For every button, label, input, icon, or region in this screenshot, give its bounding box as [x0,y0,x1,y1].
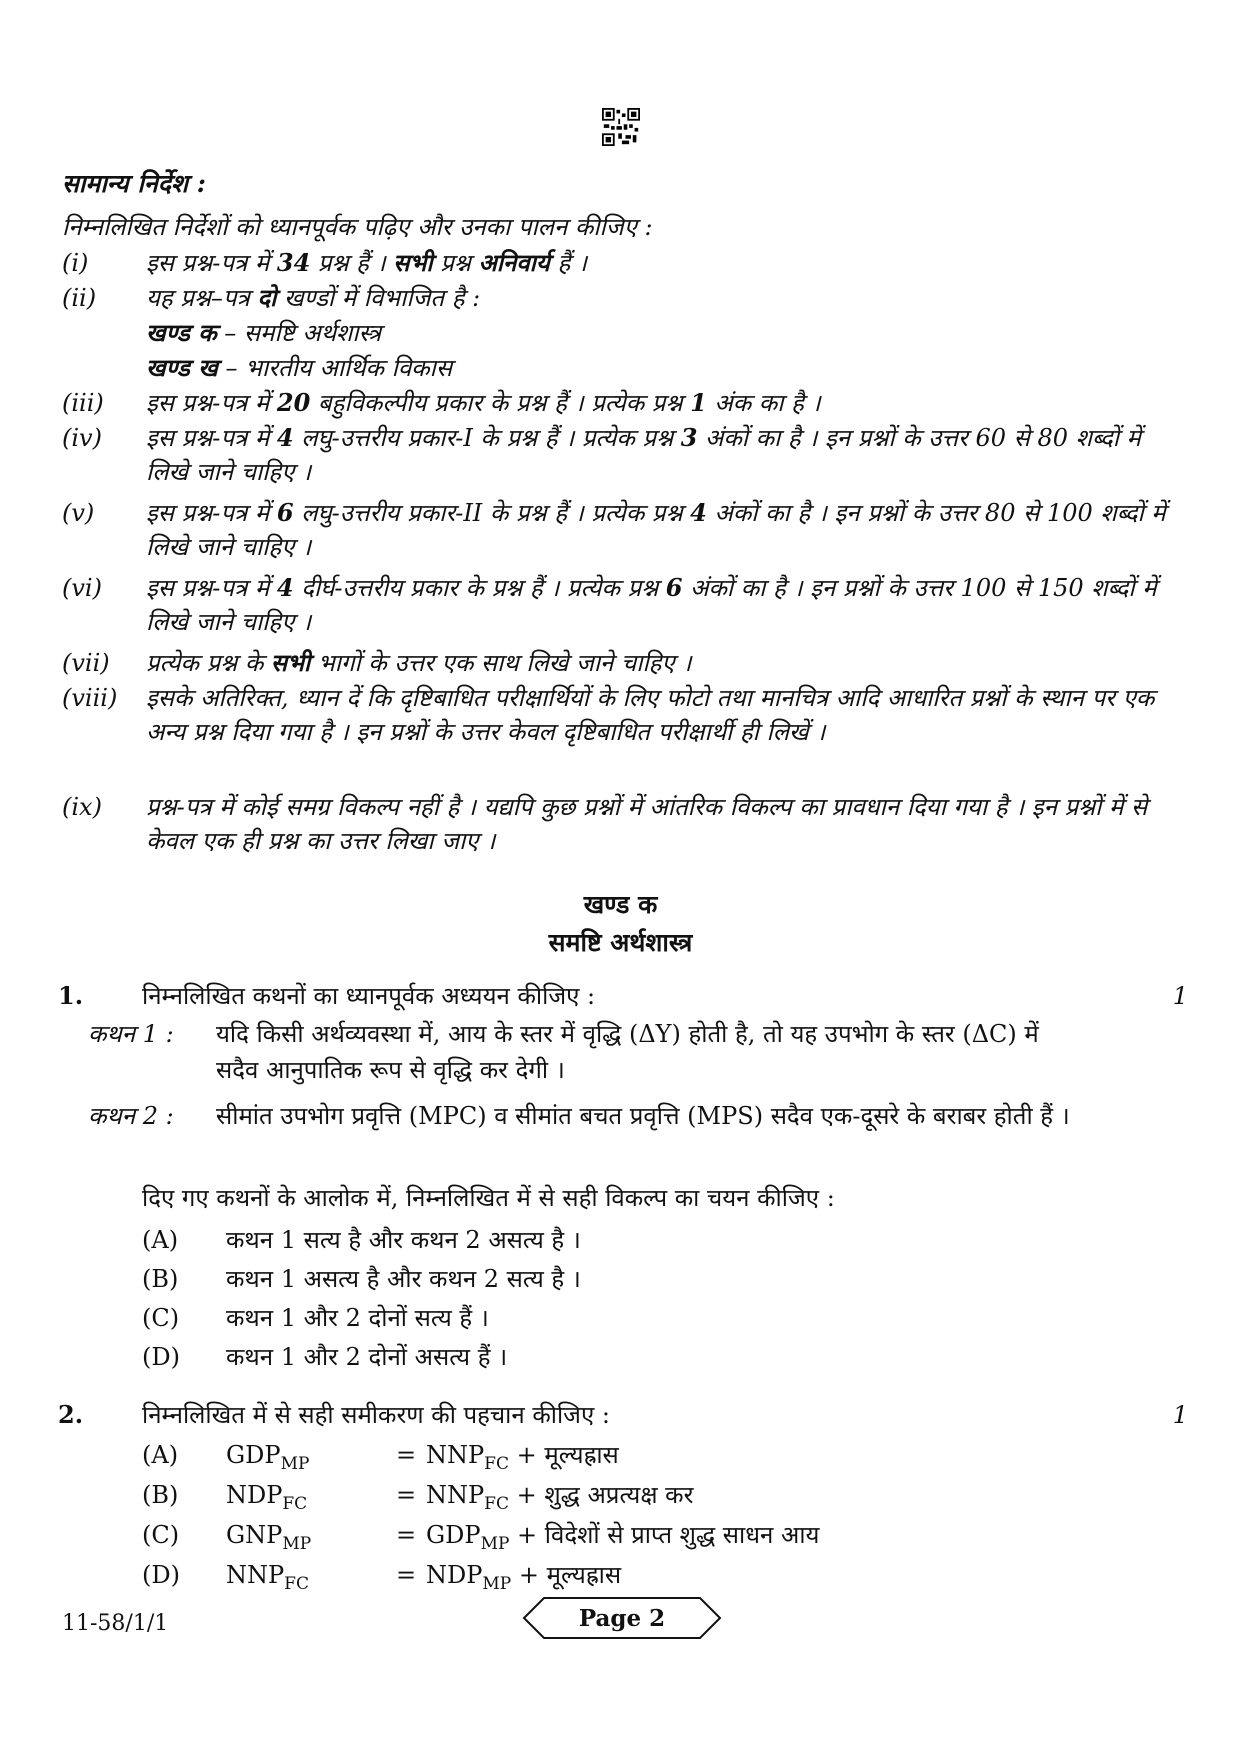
option [142,1261,581,1297]
option-label: (B) [142,1265,179,1293]
instruction-text: इस प्रश्न-पत्र में 4 लघु-उत्तरीय प्रकार-I के प्रश्न हैं । प्रत्येक प्रश्न 3 अंकों का है । इन प्रश्नों के उत्तर 60 से 80 शब्दों में लिखे जाने चाहिए । [146,423,1141,486]
section-subheading: समष्टि अर्थशास्त्र [548,928,693,957]
instruction-text: इस प्रश्न-पत्र में 6 लघु-उत्तरीय प्रकार-II के प्रश्न हैं । प्रत्येक प्रश्न 4 अंकों का है । इन प्रश्नों के उत्तर 80 से 100 शब्दों में लिखे जाने चाहिए । [146,498,1166,561]
option-text: कथन 1 सत्य है और कथन 2 असत्य है । [226,1226,581,1254]
statement-text: यदि किसी अर्थव्यवस्था में, आय के स्तर में वृद्धि (ΔY) होती है, तो यह उपभोग के स्तर (ΔC) में सदैव आनुपातिक रूप से वृद्धि कर देगी । [216,1020,1039,1084]
option-text: कथन 1 और 2 दोनों सत्य हैं । [226,1304,489,1332]
instruction-number: (vii) [62,649,110,677]
instruction-text: प्रत्येक प्रश्न के सभी भागों के उत्तर एक साथ लिखे जाने चाहिए । [146,648,692,677]
question-number: 1. [58,981,84,1010]
option [142,1437,619,1482]
equation: $GDP_{MP} = NNP_{FC}$ + मूल्यह्रास [226,1441,619,1474]
option [142,1300,489,1336]
equation: $NNP_{FC} = NDP_{MP}$ + मूल्यह्रास [226,1561,622,1594]
instruction-number: (viii) [62,684,118,712]
instruction-item [62,281,1182,315]
instruction-text: इस प्रश्न-पत्र में 20 बहुविकल्पीय प्रकार के प्रश्न हैं । प्रत्येक प्रश्न 1 अंक का है । [146,388,821,417]
option-label: (A) [142,1441,179,1469]
statement-1 [88,1016,1076,1088]
equation: $GNP_{MP} = GDP_{MP}$ + विदेशों से प्राप्त शुद्ध साधन आय [226,1521,820,1554]
option [142,1222,581,1258]
instruction-item [62,246,1182,280]
option [142,1339,507,1375]
instruction-item [62,681,1182,749]
instruction-number: (iii) [62,389,104,417]
instruction-number: (ix) [62,793,102,821]
instruction-text: प्रश्न-पत्र में कोई समग्र विकल्प नहीं है । यद्यपि कुछ प्रश्नों में आंतरिक विकल्प का प्रावधान दिया गया है । इन प्रश्नों में से केवल एक ही प्रश्न का उत्तर लिखा जाए । [146,793,1148,855]
instruction-item [62,571,1182,639]
statement-text: सीमांत उपभोग प्रवृत्ति (MPC) व सीमांत बचत प्रवृत्ति (MPS) सदैव एक-दूसरे के बराबर होती हैं । [216,1102,1070,1130]
instruction-item [62,496,1182,564]
instruction-number: (v) [62,499,95,527]
statement-label: कथन 1 : [88,1020,174,1048]
instruction-number: (iv) [62,424,102,452]
page-number: Page 2 [578,1605,666,1632]
option-text: कथन 1 असत्य है और कथन 2 सत्य है । [226,1265,581,1293]
instruction-item [62,421,1182,489]
option-label: (A) [142,1226,179,1254]
option-label: (C) [142,1521,180,1549]
general-instructions-intro: निम्नलिखित निर्देशों को ध्यानपूर्वक पढ़िए और उनका पालन कीजिए : [62,213,653,241]
paper-code: 11-58/1/1 [62,1611,169,1636]
section-heading: खण्ड क [583,890,658,919]
question-text: निम्नलिखित में से सही समीकरण की पहचान कीजिए : [142,1401,610,1429]
page-number-tag [522,1596,722,1640]
option [142,1477,693,1522]
instruction-item [62,790,1182,858]
option-label: (C) [142,1304,180,1332]
equation: $NDP_{FC} = NNP_{FC}$ + शुद्ध अप्रत्यक्ष कर [226,1481,694,1514]
question-marks: 1 [1172,982,1188,1010]
option-label: (B) [142,1481,179,1509]
option-label: (D) [142,1561,180,1589]
option-label: (D) [142,1343,180,1371]
question-number: 2. [58,1400,84,1429]
statement-label: कथन 2 : [88,1102,174,1130]
instruction-text: इसके अतिरिक्त, ध्यान दें कि दृष्टिबाधित परीक्षार्थियों के लिए फोटो तथा मानचित्र आदि आधारित प्रश्नों के स्थान पर एक अन्य प्रश्न दिया गया है । इन प्रश्नों के उत्तर केवल दृष्टिबाधित परीक्षार्थी ही लिखें । [146,684,1155,746]
instruction-number: (ii) [62,284,97,312]
option-text: कथन 1 और 2 दोनों असत्य हैं । [226,1343,508,1371]
instruction-item [62,646,1182,680]
instruction-text: यह प्रश्न–पत्र दो खण्डों में विभाजित है : [146,283,481,312]
section-a-line: खण्ड क – समष्टि अर्थशास्त्र [146,318,382,347]
instruction-text: इस प्रश्न-पत्र में 4 दीर्घ-उत्तरीय प्रकार के प्रश्न हैं । प्रत्येक प्रश्न 6 अंकों का है । इन प्रश्नों के उत्तर 100 से 150 शब्दों में लिखे जाने चाहिए । [146,573,1157,636]
general-instructions-title: सामान्य निर्देश : [62,169,206,198]
question-prompt: दिए गए कथनों के आलोक में, निम्नलिखित में से सही विकल्प का चयन कीजिए : [142,1184,835,1212]
option [142,1517,819,1562]
instruction-number: (vi) [62,574,102,602]
qr-code [602,108,640,146]
section-b-line: खण्ड ख – भारतीय आर्थिक विकास [146,353,453,382]
question-marks: 1 [1172,1401,1188,1429]
question-text: निम्नलिखित कथनों का ध्यानपूर्वक अध्ययन कीजिए : [142,982,596,1010]
instruction-number: (i) [62,249,89,277]
statement-2 [88,1098,1076,1134]
instruction-item [62,386,1182,420]
instruction-text: इस प्रश्न-पत्र में 34 प्रश्न हैं । सभी प्रश्न अनिवार्य हैं । [146,248,587,277]
